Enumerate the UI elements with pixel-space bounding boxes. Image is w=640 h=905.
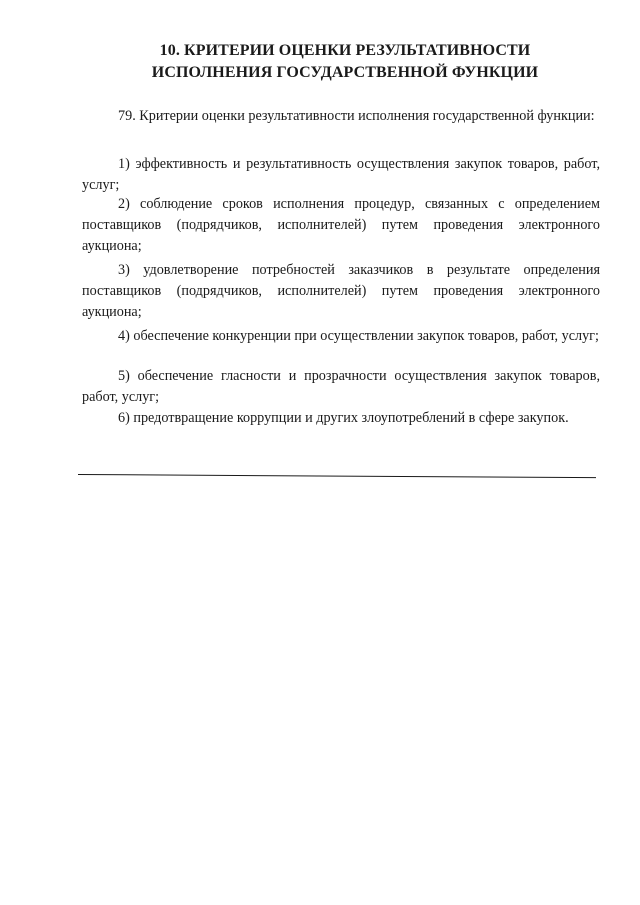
criterion-item-2: 2) соблюдение сроков исполнения процедур, связанных с определением поставщиков (подрядчиков, исполнителей) путем проведения электронного аукциона;: [82, 196, 600, 254]
section-heading-line-1: 10. КРИТЕРИИ ОЦЕНКИ РЕЗУЛЬТАТИВНОСТИ: [159, 42, 531, 59]
horizontal-divider: [78, 474, 596, 478]
paragraph-79-intro: 79. Критерии оценки результативности исполнения государственной функции:: [118, 108, 595, 124]
criterion-item-5: 5) обеспечение гласности и прозрачности осуществления закупок товаров, работ, услуг;: [82, 368, 600, 405]
criterion-item-4: 4) обеспечение конкуренции при осуществлении закупок товаров, работ, услуг;: [118, 328, 599, 344]
criterion-item-3: 3) удовлетворение потребностей заказчиков в результате определения поставщиков (подрядчиков, исполнителей) путем проведения электронного аукциона;: [82, 262, 600, 320]
criterion-item-1: 1) эффективность и результативность осуществления закупок товаров, работ, услуг;: [82, 156, 600, 193]
section-heading-line-2: ИСПОЛНЕНИЯ ГОСУДАРСТВЕННОЙ ФУНКЦИИ: [151, 64, 539, 81]
criterion-item-6: 6) предотвращение коррупции и других злоупотреблений в сфере закупок.: [118, 410, 569, 426]
